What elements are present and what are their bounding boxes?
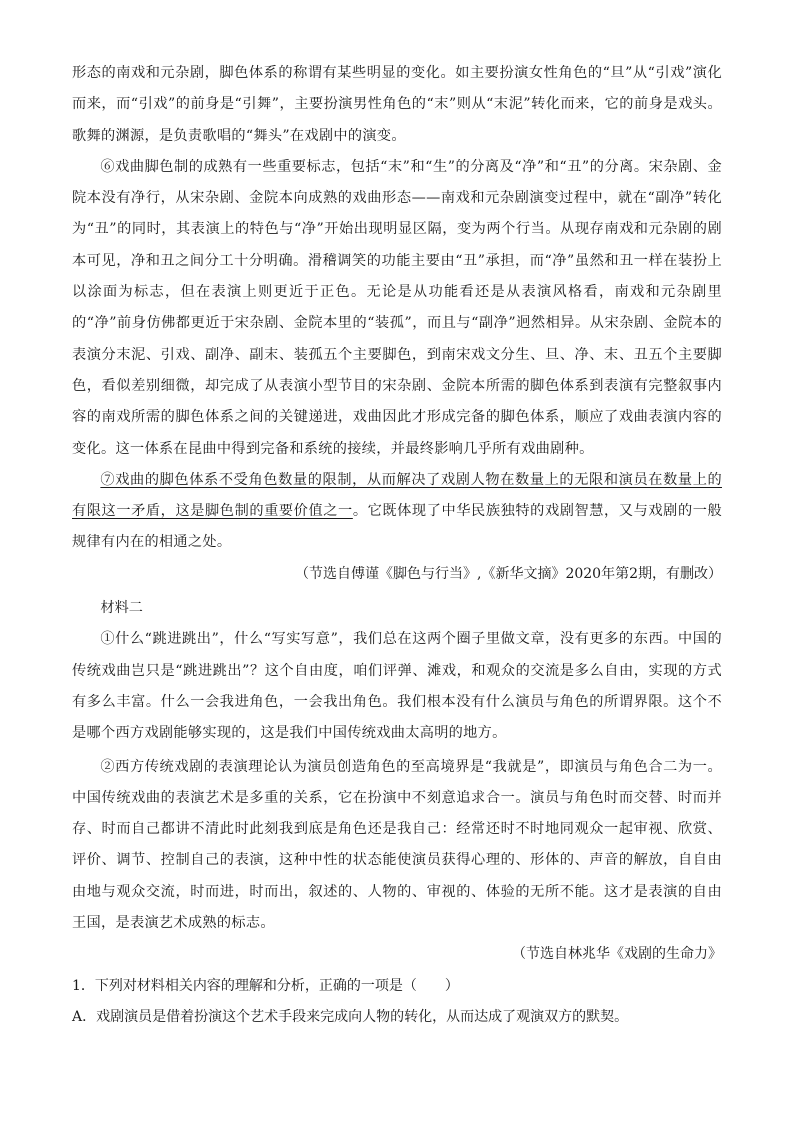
- question-1: 1．下列对材料相关内容的理解和分析，正确的一项是（ ）: [72, 977, 459, 994]
- material2-paragraph-1: ①什么“跳进跳出”，什么“写实写意”，我们总在这两个圈子里做文章，没有更多的东西。中国的传统戏曲岂只是“跳进跳出”？这个自由度，咱们评弹、滩戏，和观众的交流是多么自由，实现的方式有多么丰富。什么一会我进角色，一会我出角色。我们根本没有什么演员与角色的所谓界限。这个不是哪个西方戏剧能够实现的，这是我们中国传统戏曲太高明的地方。: [72, 631, 722, 742]
- material1-source: （节选自傅谨《脚色与行当》,《新华文摘》2020年第2期，有删改）: [295, 565, 722, 582]
- material1-paragraph-continued: 形态的南戏和元杂剧，脚色体系的称谓有某些明显的变化。如主要扮演女性角色的“旦”从“引戏”演化而来，而“引戏”的前身是“引舞”，主要扮演男性角色的“末”则从“末泥”转化而来，它的前身是戏头。歌舞的渊源，是负责歌唱的“舞头”在戏剧中的演变。: [72, 65, 722, 144]
- material1-paragraph-7: [72, 465, 722, 559]
- material2-heading: 材料二: [100, 600, 143, 617]
- material2-paragraph-2: ②西方传统戏剧的表演理论认为演员创造角色的至高境界是“我就是”，即演员与角色合二为一。中国传统戏曲的表演艺术是多重的关系，它在扮演中不刻意追求合一。演员与角色时而交替、时而并存、时而自己都讲不清此时此刻我到底是角色还是我自己：经常还时不时地同观众一起审视、欣赏、评价、调节、控制自己的表演，这种中性的状态能使演员获得心理的、形体的、声音的解放，自自由由地与观众交流，时而进，时而出，叙述的、人物的、审视的、体验的无所不能。这才是表演的自由王国，是表演艺术成熟的标志。: [72, 758, 722, 932]
- underlined-key-sentence: ⑦戏曲的脚色体系不受角色数量的限制，从而解决了戏剧人物在数量上的无限和演员在数量上的有限这一矛盾，这是脚色制的重要价值之一: [72, 471, 722, 520]
- paragraph-7-rest: 。它既体现了中华民族独特的戏剧智慧，又与戏剧的一般规律有内在的相通之处。: [72, 503, 722, 551]
- document-page: [72, 58, 722, 1033]
- material1-paragraph-6: ⑥戏曲脚色制的成熟有一些重要标志，包括“末”和“生”的分离及“净”和“丑”的分离。宋杂剧、金院本没有净行，从宋杂剧、金院本向成熟的戏曲形态——南戏和元杂剧演变过程中，就在“副净”转化为“丑”的同时，其表演上的特色与“净”开始出现明显区隔，变为两个行当。从现存南戏和元杂剧的剧本可见，净和丑之间分工十分明确。滑稽调笑的功能主要由“丑”承担，而“净”虽然和丑一样在装扮上以涂面为标志，但在表演上则更近于正色。无论是从功能看还是从表演风格看，南戏和元杂剧里的“净”前身仿佛都更近于宋杂剧、金院本里的“装孤”，而且与“副净”迥然相异。从宋杂剧、金院本的表演分末泥、引戏、副净、副末、装孤五个主要脚色，到南宋戏文分生、旦、净、末、丑五个主要脚色，看似差别细微，却完成了从表演小型节目的宋杂剧、金院本所需的脚色体系到表演有完整叙事内容的南戏所需的脚色体系之间的关键递进，戏曲因此才形成完备的脚色体系，顺应了戏曲表演内容的变化。这一体系在昆曲中得到完备和系统的接续，并最终影响几乎所有戏曲剧种。: [72, 158, 722, 457]
- question-1-option-a: A．戏剧演员是借着扮演这个艺术手段来完成向人物的转化，从而达成了观演双方的默契。: [72, 1008, 629, 1025]
- material2-source: （节选自林兆华《戏剧的生命力》: [512, 946, 722, 963]
